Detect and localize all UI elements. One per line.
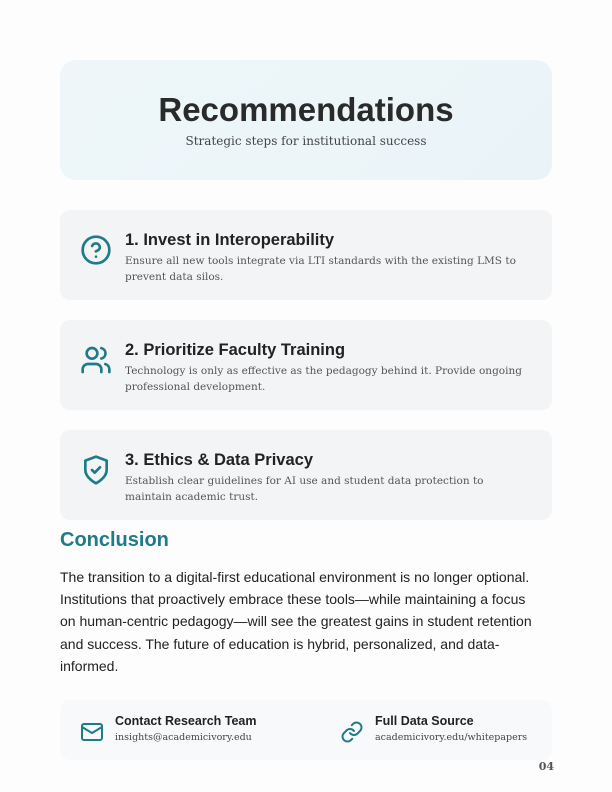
recommendation-card <box>60 430 552 520</box>
recommendation-title: 2. Prioritize Faculty Training <box>125 341 346 359</box>
link-icon <box>340 720 364 744</box>
footer-contact-box <box>60 700 552 760</box>
conclusion-heading: Conclusion <box>60 529 169 551</box>
recommendation-text: Technology is only as effective as the pedagogy behind it. Provide ongoing professional development. <box>125 365 522 393</box>
shield-check-icon <box>80 454 112 486</box>
contact-label: Contact Research Team <box>115 714 257 728</box>
recommendation-card <box>60 320 552 410</box>
conclusion-text: The transition to a digital-first educational environment is no longer optional. Institutions that proactively embrace these tools—while maintaining a focus on human-centric pedagogy—will see the greatest gains in student retention and success. The future of education is hybrid, personalized, and data-informed. <box>60 569 532 674</box>
recommendation-title: 1. Invest in Interoperability <box>125 231 335 249</box>
page-title: Recommendations <box>158 91 454 128</box>
question-circle-icon <box>80 234 112 266</box>
contact-email[interactable]: insights@academicivory.edu <box>115 732 252 743</box>
recommendation-card <box>60 210 552 300</box>
source-label: Full Data Source <box>375 714 474 728</box>
page-number: 04 <box>538 760 554 773</box>
recommendation-title: 3. Ethics & Data Privacy <box>125 451 314 469</box>
page-subtitle: Strategic steps for institutional success <box>185 134 427 148</box>
header-banner <box>60 60 552 180</box>
users-icon <box>80 344 112 376</box>
recommendation-text: Establish clear guidelines for AI use and student data protection to maintain academic trust. <box>125 475 484 503</box>
mail-icon <box>80 720 104 744</box>
recommendation-text: Ensure all new tools integrate via LTI standards with the existing LMS to prevent data silos. <box>125 255 516 283</box>
source-url[interactable]: academicivory.edu/whitepapers <box>375 732 528 743</box>
